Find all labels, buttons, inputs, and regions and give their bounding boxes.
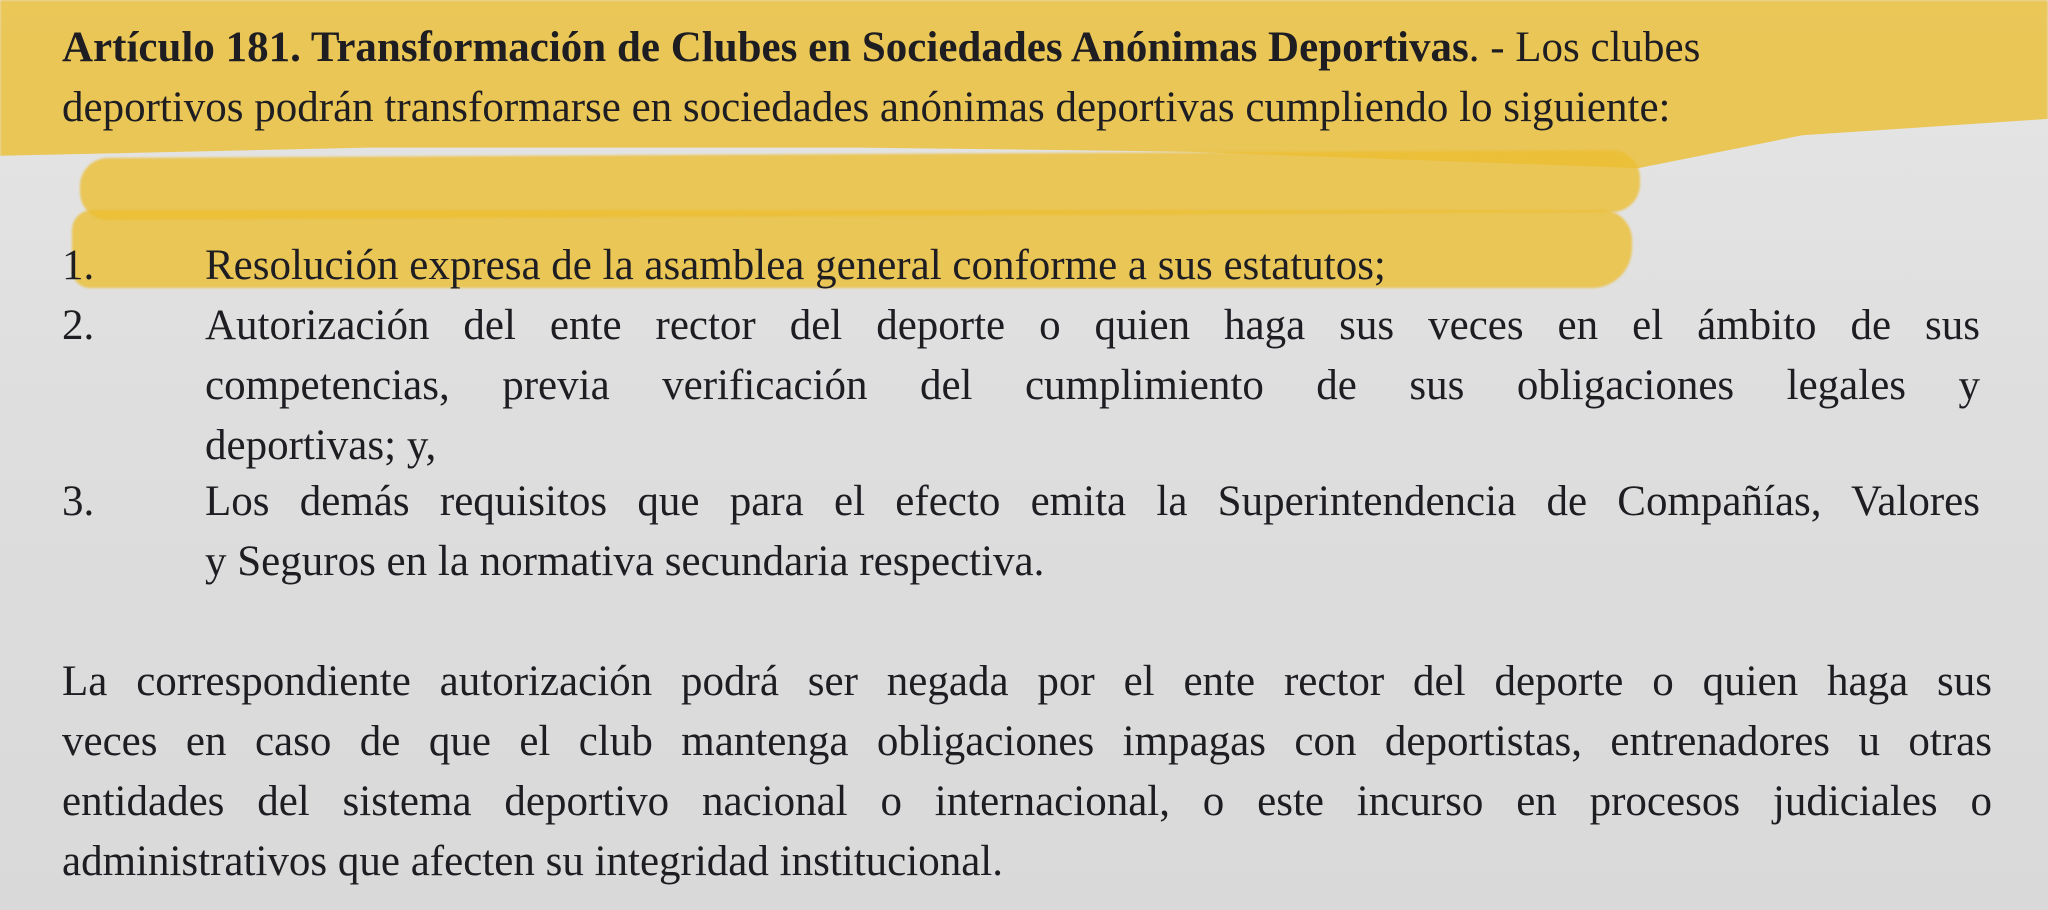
article-intro-line: deportivos podrán transformarse en sociedades anónimas deportivas cumpliendo lo siguiente: [62,84,1671,131]
list-item-1 [205,236,1980,296]
list-item-3-line-2: y Seguros en la normativa secundaria respectiva. [205,538,1045,585]
closing-paragraph-line-4: administrativos que afecten su integridad institucional. [62,838,1003,885]
list-number-1: 1. [62,242,95,289]
list-number-2: 2. [62,302,95,349]
article-title: Artículo 181. Transformación de Clubes en Sociedades Anónimas Deportivas [62,24,1469,71]
list-item-2-line-3: deportivas; y, [205,422,437,469]
list-item-3-line-1: Los demás requisitos que para el efecto emita la Superintendencia de Compañías, Valores [205,478,1980,525]
list-item-3 [205,472,1980,592]
list-item-2-line-1: Autorización del ente rector del deporte o quien haga sus veces en el ámbito de sus [205,302,1980,349]
list-item-2-line-2: competencias, previa verificación del cumplimiento de sus obligaciones legales y [205,362,1980,409]
list-item-1-line-1: Resolución expresa de la asamblea general conforme a sus estatutos; [205,242,1386,289]
article-heading [62,18,1992,78]
article-title-suffix: . - Los clubes [1468,24,1701,71]
closing-paragraph-line-2: veces en caso de que el club mantenga obligaciones impagas con deportistas, entrenadores u otras [62,718,1992,765]
closing-paragraph-line-1: La correspondiente autorización podrá ser negada por el ente rector del deporte o quien haga sus [62,658,1992,705]
list-item-2 [205,296,1980,476]
closing-paragraph-line-3: entidades del sistema deportivo nacional o internacional, o este incurso en procesos judiciales o [62,778,1992,825]
closing-paragraph [62,652,1992,892]
list-number-3: 3. [62,478,95,525]
